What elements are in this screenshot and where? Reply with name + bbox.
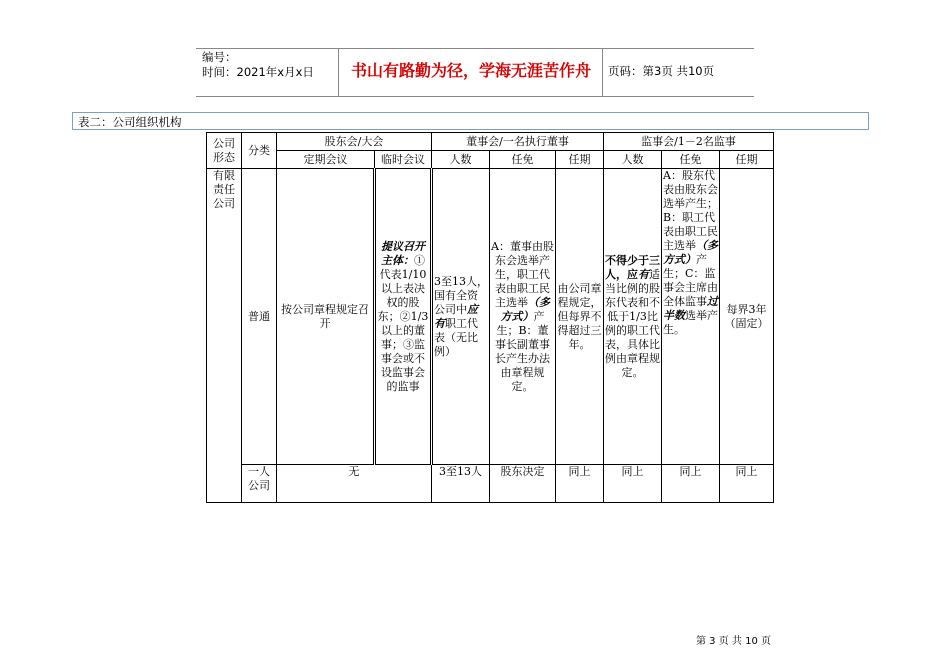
header-regular-meeting: 定期会议 [277, 151, 375, 169]
single-board-term: 同上 [556, 465, 604, 503]
sup-appoint-b: 产生；C：监事会主席由全体监事 [663, 253, 718, 308]
page-number-label: 页码：第3页 共10页 [608, 64, 715, 78]
board-count-a: 3至13人，国有全资公司中 [434, 274, 488, 316]
sup-count-em1: 不得少于三人，应 [605, 253, 660, 281]
sup-count-text: 适当比例的股东代表和不低于1/3比例的职工代表，具体比例由章程规定。 [605, 267, 660, 379]
board-appoint-a: A：董事由股东会选举产生，职工代表由职工民主选举 [491, 239, 554, 309]
header-board-count: 人数 [432, 151, 490, 169]
single-board-count: 3至13人 [432, 465, 490, 503]
interim-text: ①代表1/10以上表决权的股东；②1/3以上的董事；③监事会或不设监事会的监事 [377, 253, 429, 393]
board-count-b: 职工代表（无比例） [434, 316, 478, 358]
header-board-term: 任期 [556, 151, 604, 169]
single-sup-appoint: 同上 [662, 465, 720, 503]
sup-appoint-a: A：股东代表由股东会选举产生；B：职工代表由职工民主选举 [663, 169, 718, 252]
board-count-cell [432, 169, 490, 465]
single-sup-term: 同上 [720, 465, 774, 503]
interim-meeting-cell [375, 169, 432, 465]
header-top-rule [196, 48, 754, 49]
caption-frame [72, 112, 869, 130]
interim-em: 提议召开主体： [381, 239, 425, 267]
header-company-form: 公司形态 [207, 133, 242, 169]
header-supervisors: 监事会/1－2名监事 [604, 133, 774, 151]
board-appoint-em: （多方式） [500, 295, 550, 323]
header-bottom-rule [196, 96, 754, 97]
header-shareholders: 股东会/大会 [277, 133, 432, 151]
header-motto: 书山有路勤为径，学海无涯苦作舟 [350, 61, 591, 80]
board-count-em: 应有 [434, 302, 478, 330]
header-interim-meeting: 临时会议 [375, 151, 432, 169]
header-sup-term: 任期 [720, 151, 774, 169]
single-sup-count: 同上 [604, 465, 662, 503]
header-board-appoint: 任免 [490, 151, 556, 169]
board-appoint-cell [490, 169, 556, 465]
header-type: 分类 [242, 133, 277, 169]
single-meeting-cell: 无 [277, 465, 432, 503]
sup-appoint-em2: 过半数 [663, 295, 718, 322]
header-sup-count: 人数 [604, 151, 662, 169]
doc-time-label: 时间：2021年x月x日 [202, 65, 314, 79]
sup-appoint-c: 选举产生。 [663, 309, 718, 336]
regular-meeting-cell: 按公司章程规定召开 [277, 169, 375, 465]
form-llc: 有限责任公司 [207, 169, 242, 503]
header-board: 董事会/一名执行董事 [432, 133, 604, 151]
sup-appoint-em: （多方式） [663, 239, 718, 266]
sup-count-em2: 有 [638, 267, 649, 281]
page-footer: 第 3 页 共 10 页 [696, 636, 771, 647]
header-divider-left [338, 48, 339, 96]
board-appoint-b: 产生；B：董事长副董事长产生办法由章程规定。 [495, 309, 550, 393]
type-regular: 普通 [242, 169, 277, 465]
header-sup-appoint: 任免 [662, 151, 720, 169]
sup-term-cell: 每界3年（固定） [720, 169, 774, 465]
company-structure-table [206, 132, 774, 503]
sup-count-cell [604, 169, 662, 465]
header-divider-right [602, 48, 603, 96]
single-board-appoint: 股东决定 [490, 465, 556, 503]
board-term-cell: 由公司章程规定，但每界不得超过三年。 [556, 169, 604, 465]
type-single: 一人公司 [242, 465, 277, 503]
table-caption: 表二：公司组织机构 [78, 115, 182, 129]
sup-appoint-cell [662, 169, 720, 465]
doc-number-label: 编号： [202, 50, 237, 64]
